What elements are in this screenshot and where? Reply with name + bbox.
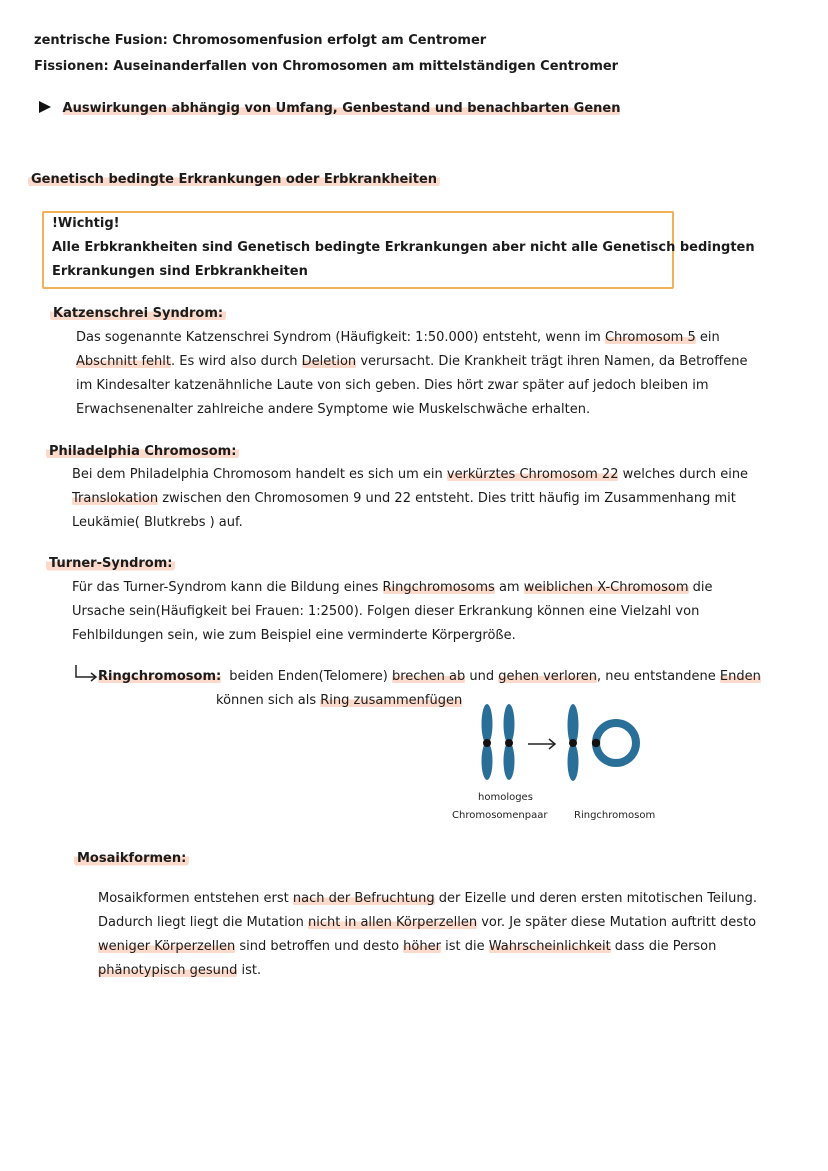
centromere-single bbox=[569, 739, 577, 747]
wichtig-title: !Wichtig! bbox=[52, 216, 120, 231]
intro-line-2: Fissionen: Auseinanderfallen von Chromosomen am mittelständigen Centromer bbox=[34, 59, 619, 74]
philadelphia-line-2: Translokation zwischen den Chromosomen 9 und 22 entsteht. Dies tritt häufig im Zusammenhang mit bbox=[72, 491, 736, 506]
term-ringchromosom: Ringchromosom: bbox=[98, 669, 222, 684]
homologous-chromosome-pair bbox=[482, 704, 515, 780]
katzenschrei-title: Katzenschrei Syndrom: bbox=[50, 305, 226, 323]
philadelphia-line-1: Bei dem Philadelphia Chromosom handelt es sich um ein verkürztes Chromosom 22 welches durch eine bbox=[72, 467, 749, 482]
intro-arrow-line: Auswirkungen abhängig von Umfang, Genbestand und benachbarten Genen bbox=[38, 100, 620, 120]
mosaik-line-2: Dadurch liegt liegt die Mutation nicht in allen Körperzellen vor. Je später diese Mutation auftritt desto bbox=[98, 915, 757, 930]
turner-title: Turner-Syndrom: bbox=[46, 555, 175, 573]
ringchromosom-line-2: können sich als Ring zusammenfügen bbox=[216, 693, 463, 708]
term-zentrische-fusion: zentrische Fusion: bbox=[34, 33, 168, 48]
wichtig-line-2: Erkrankungen sind Erbkrankheiten bbox=[52, 264, 308, 279]
intro-line-1: zentrische Fusion: Chromosomenfusion erfolgt am Centromer bbox=[34, 33, 487, 48]
chromosome-left-lower bbox=[482, 742, 493, 780]
wichtig-line-1: Alle Erbkrankheiten sind Genetisch bedingte Erkrankungen aber nicht alle Genetisch bedingten bbox=[52, 240, 755, 255]
play-arrow-icon bbox=[38, 100, 52, 120]
turner-line-3: Fehlbildungen sein, wie zum Beispiel eine verminderte Körpergröße. bbox=[72, 628, 516, 643]
katzenschrei-line-4: Erwachsenenalter zahlreiche andere Symptome wie Muskelschwäche erhalten. bbox=[76, 402, 591, 417]
katzenschrei-line-3: im Kindesalter katzenähnliche Laute von sich geben. Dies hört zwar später auf jedoch bleiben im bbox=[76, 378, 709, 393]
ringchromosom-line-1: Ringchromosom: beiden Enden(Telomere) brechen ab und gehen verloren, neu entstandene Enden bbox=[98, 669, 761, 684]
mosaik-line-3: weniger Körperzellen sind betroffen und desto höher ist die Wahrscheinlichkeit dass die Person bbox=[98, 939, 717, 954]
section-title: Genetisch bedingte Erkrankungen oder Erbkrankheiten bbox=[28, 171, 440, 189]
katzenschrei-line-2: Abschnitt fehlt. Es wird also durch Deletion verursacht. Die Krankheit trägt ihren Namen, da Betroffene bbox=[76, 354, 748, 369]
ring-chromosome bbox=[592, 723, 636, 763]
caption-chromosomenpaar: Chromosomenpaar bbox=[452, 810, 548, 821]
centromere-right bbox=[505, 739, 513, 747]
chromosome-diagram bbox=[470, 698, 650, 788]
turner-line-2: Ursache sein(Häufigkeit bei Frauen: 1:2500). Folgen dieser Erkrankung können eine Vielzahl von bbox=[72, 604, 700, 619]
single-chromosome bbox=[568, 704, 579, 781]
caption-ringchromosom: Ringchromosom bbox=[574, 810, 656, 821]
centromere-left bbox=[483, 739, 491, 747]
mosaik-line-1: Mosaikformen entstehen erst nach der Befruchtung der Eizelle und deren ersten mitotischen Teilung. bbox=[98, 891, 758, 906]
mosaik-line-4: phänotypisch gesund ist. bbox=[98, 963, 262, 978]
turner-line-1: Für das Turner-Syndrom kann die Bildung eines Ringchromosoms am weiblichen X-Chromosom die bbox=[72, 580, 713, 595]
caption-homologes: homologes bbox=[478, 792, 533, 803]
philadelphia-line-3: Leukämie( Blutkrebs ) auf. bbox=[72, 515, 243, 530]
mosaik-title: Mosaikformen: bbox=[74, 850, 189, 868]
arrow-right-icon bbox=[528, 739, 555, 749]
return-arrow-icon bbox=[74, 664, 100, 688]
chromosome-left-upper bbox=[482, 704, 493, 744]
chromosome-right-lower bbox=[504, 742, 515, 780]
centromere-ring bbox=[592, 739, 600, 747]
term-fissionen: Fissionen: bbox=[34, 59, 109, 74]
philadelphia-title: Philadelphia Chromosom: bbox=[46, 443, 239, 461]
katzenschrei-line-1: Das sogenannte Katzenschrei Syndrom (Häufigkeit: 1:50.000) entsteht, wenn im Chromosom 5 ein bbox=[76, 330, 720, 345]
chromosome-right-upper bbox=[504, 704, 515, 744]
